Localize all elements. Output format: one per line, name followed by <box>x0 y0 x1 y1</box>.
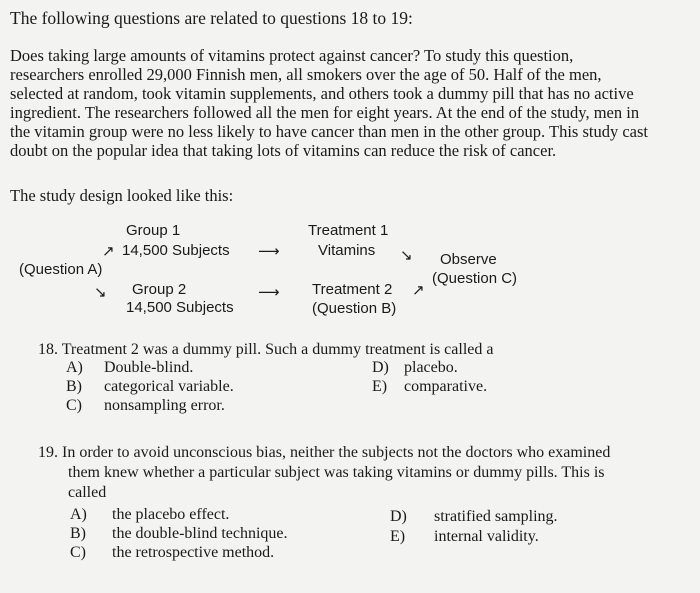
passage-line: researchers enrolled 29,000 Finnish men, all smokers over the age of 50. Half of the men, <box>10 65 602 84</box>
arrow-up-icon: ↗ <box>102 242 115 260</box>
question-text: them knew whether a particular subject was taking vitamins or dummy pills. This is <box>68 464 605 481</box>
option-text: the double-blind technique. <box>112 525 288 542</box>
option-letter: C) <box>66 397 82 414</box>
option-letter: A) <box>66 359 83 376</box>
option-text: stratified sampling. <box>434 508 558 525</box>
section-heading: The following questions are related to questions 18 to 19: <box>10 8 413 28</box>
passage-line: the vitamin group were no less likely to have cancer than men in the other group. This study cast <box>10 122 648 141</box>
option-text: the placebo effect. <box>112 506 230 523</box>
question-a-label: (Question A) <box>19 261 103 278</box>
question-text: 18. Treatment 2 was a dummy pill. Such a dummy treatment is called a <box>38 341 494 358</box>
question-text: called <box>68 484 107 501</box>
arrow-down-icon: ↘ <box>400 246 413 264</box>
passage-line: ingredient. The researchers followed all the men for eight years. At the end of the study, men in <box>10 103 640 122</box>
arrow-up-icon: ↗ <box>412 281 425 299</box>
group2-subjects: 14,500 Subjects <box>126 299 234 316</box>
treatment1-desc: Vitamins <box>318 242 376 259</box>
option-letter: C) <box>70 544 86 561</box>
option-text: placebo. <box>404 359 458 376</box>
option-letter: B) <box>66 378 82 395</box>
option-letter: A) <box>70 506 87 523</box>
passage-line: doubt on the popular idea that taking lots of vitamins can reduce the risk of cancer. <box>10 141 557 160</box>
option-letter: D) <box>390 508 407 525</box>
question-text: 19. In order to avoid unconscious bias, neither the subjects not the doctors who examined <box>38 444 611 461</box>
group2-title: Group 2 <box>132 281 187 298</box>
option-letter: D) <box>372 359 389 376</box>
passage-line: Does taking large amounts of vitamins protect against cancer? To study this question, <box>10 46 574 65</box>
question-c-label: (Question C) <box>432 270 518 287</box>
option-letter: B) <box>70 525 86 542</box>
question-b-label: (Question B) <box>312 300 397 317</box>
option-text: nonsampling error. <box>104 397 225 414</box>
observe-label: Observe <box>440 251 497 268</box>
design-intro: The study design looked like this: <box>10 186 234 205</box>
arrow-right-icon: ⟶ <box>258 242 280 260</box>
treatment1-title: Treatment 1 <box>308 222 389 239</box>
passage-line: selected at random, took vitamin supplements, and others took a dummy pill that has no active <box>10 84 634 103</box>
option-letter: E) <box>372 378 388 395</box>
option-text: the retrospective method. <box>112 544 275 561</box>
arrow-down-icon: ↘ <box>94 283 107 301</box>
option-text: categorical variable. <box>104 378 234 395</box>
option-text: comparative. <box>404 378 488 395</box>
treatment2-title: Treatment 2 <box>312 281 393 298</box>
option-letter: E) <box>390 528 406 545</box>
arrow-right-icon: ⟶ <box>258 283 280 301</box>
group1-title: Group 1 <box>126 222 181 239</box>
option-text: internal validity. <box>434 528 539 545</box>
option-text: Double-blind. <box>104 359 194 376</box>
group1-subjects: 14,500 Subjects <box>122 242 230 259</box>
